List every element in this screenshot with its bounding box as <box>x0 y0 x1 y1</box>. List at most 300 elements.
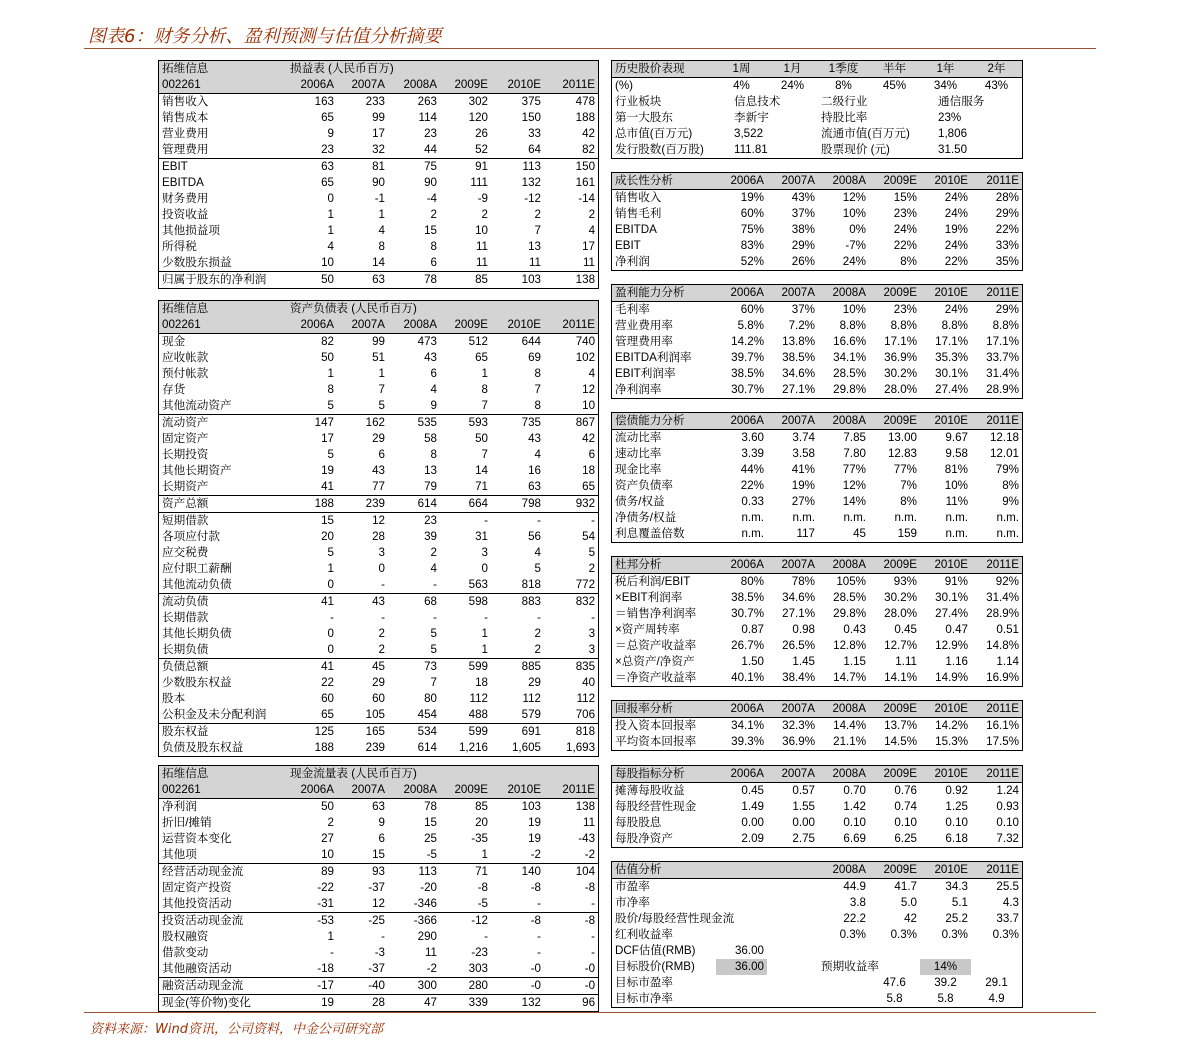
row-label: EBIT利润率 <box>615 367 676 380</box>
year-header: 2006A <box>716 413 767 430</box>
value-cell: 22.2 <box>843 912 866 925</box>
value-cell: 37% <box>791 207 815 220</box>
value-cell: 11 <box>424 946 437 959</box>
value-cell: 28.0% <box>884 383 917 396</box>
value-cell: 3 <box>378 546 385 559</box>
value-cell: 4 <box>430 383 437 396</box>
value-cell: 138 <box>544 272 598 289</box>
value-cell: 45 <box>853 527 866 540</box>
value-cell: 12% <box>842 479 866 492</box>
year-header: 2007A <box>767 285 818 302</box>
value-cell: 0.92 <box>945 784 968 797</box>
value-cell: 3.60 <box>741 431 764 444</box>
value-cell: 26% <box>791 255 815 268</box>
value-cell: 7 <box>534 383 541 396</box>
table-row <box>159 626 598 642</box>
row-label: 少数股东损益 <box>162 256 232 269</box>
row-label: 少数股东权益 <box>162 676 232 689</box>
value-cell: - <box>591 897 596 910</box>
value-cell: n.m. <box>843 511 866 524</box>
value-cell: 132 <box>491 995 544 1012</box>
value-cell: 19 <box>321 464 334 477</box>
row-label: 固定资产 <box>162 432 209 445</box>
table-row <box>612 206 1022 222</box>
row-label: 负债总额 <box>159 659 287 676</box>
value-cell: 81 <box>337 159 388 176</box>
value-cell: 0.51 <box>996 623 1019 636</box>
value-cell: 9.67 <box>945 431 968 444</box>
value-cell: 8 <box>481 383 488 396</box>
value-cell: 0.3% <box>941 928 968 941</box>
returns-table <box>612 701 1022 750</box>
value-cell: 1,605 <box>511 741 541 754</box>
row-label: 净利润 <box>162 800 197 813</box>
empty-cell <box>767 959 818 975</box>
value-cell: 11 <box>528 256 541 269</box>
value-cell: 0 <box>378 562 385 575</box>
stock-code: 002261 <box>159 77 287 94</box>
value-cell: 2 <box>430 546 437 559</box>
value-cell: 17 <box>372 127 385 140</box>
row-label: 现金比率 <box>615 463 662 476</box>
row-label: 固定资产投资 <box>162 881 232 894</box>
year-header: 2010E <box>920 557 971 574</box>
table-row <box>159 447 598 463</box>
table-row <box>159 175 598 191</box>
value-cell: 71 <box>475 480 488 493</box>
company-name: 拓维信息 <box>162 62 209 75</box>
value-cell: 31 <box>475 530 488 543</box>
value-cell: -18 <box>317 962 334 975</box>
value-cell: 80% <box>740 575 764 588</box>
value-cell: 0.3% <box>992 928 1019 941</box>
value-cell: 40.1% <box>731 671 764 684</box>
year-header: 2007A <box>337 317 388 334</box>
value-cell: 263 <box>417 95 437 108</box>
value-cell: 12 <box>372 897 385 910</box>
profitability-box <box>611 284 1023 399</box>
value-cell <box>716 895 767 911</box>
target-pe-row <box>612 975 1022 991</box>
value-cell: 614 <box>388 496 440 513</box>
value-cell: - <box>381 578 385 591</box>
value-cell: n.m. <box>741 527 764 540</box>
table-row <box>612 238 1022 254</box>
value-cell: 24% <box>780 79 805 92</box>
table-row <box>612 222 1022 238</box>
table-row <box>612 142 1022 158</box>
value-cell: 104 <box>544 864 598 881</box>
value-cell: 28.0% <box>884 607 917 620</box>
value-cell: - <box>544 513 598 530</box>
value-cell: 3.39 <box>741 447 764 460</box>
value-cell: 1 <box>327 930 334 943</box>
value-cell: 8 <box>378 240 385 253</box>
value-cell: -25 <box>337 913 388 930</box>
table-row <box>159 642 598 659</box>
value-cell: 11 <box>475 256 488 269</box>
table-row <box>612 382 1022 398</box>
value-cell: 38.5% <box>782 351 815 364</box>
target-price-value: 36.00 <box>716 959 767 975</box>
value-cell: 0.45 <box>741 784 764 797</box>
table-row <box>159 880 598 896</box>
year-header: 2006A <box>287 782 337 799</box>
value-cell: 36.9% <box>782 735 815 748</box>
table-row <box>159 831 598 847</box>
value-cell: 27% <box>791 495 815 508</box>
table-row <box>159 691 598 707</box>
value-cell: 17.5% <box>986 735 1019 748</box>
value-cell: 3 <box>588 627 596 640</box>
value-cell: 563 <box>468 578 488 591</box>
value-cell: -20 <box>420 881 437 894</box>
row-label: 管理费用 <box>162 143 209 156</box>
dupont-box <box>611 556 1023 687</box>
value-cell: 99 <box>372 335 385 348</box>
year-header: 2009E <box>440 782 491 799</box>
value-cell: 31.4% <box>986 591 1019 604</box>
table-row <box>612 446 1022 462</box>
value-cell: 40 <box>582 676 596 689</box>
value-cell: 12 <box>582 383 596 396</box>
expected-return-label: 预期收益率 <box>821 960 879 973</box>
table-row <box>159 945 598 961</box>
value-cell: 488 <box>468 708 488 721</box>
empty-cell <box>920 943 971 959</box>
table-row <box>159 431 598 447</box>
value-cell: 19% <box>944 223 968 236</box>
value-cell: 28 <box>337 995 388 1012</box>
table-row <box>612 799 1022 815</box>
value-cell: 29.8% <box>833 607 866 620</box>
page-title: 图表6：财务分析、盈利预测与估值分析摘要 <box>88 26 442 47</box>
value-cell: 5.8 <box>937 992 954 1005</box>
row-label: 流通市值(百万元) <box>821 127 910 140</box>
year-header: 2007A <box>767 173 818 190</box>
table-row <box>159 94 598 111</box>
table-row <box>159 272 598 289</box>
value-cell: 43% <box>984 79 1009 92</box>
value-cell: 706 <box>575 708 596 721</box>
valuation-box <box>611 861 1023 1008</box>
value-cell: 11 <box>582 256 596 269</box>
value-cell: 15 <box>372 848 385 861</box>
value-cell: 4 <box>588 367 596 380</box>
value-cell: 31.50 <box>938 143 968 156</box>
value-cell: 12.9% <box>935 639 968 652</box>
year-header: 2006A <box>287 77 337 94</box>
value-cell: 27.4% <box>935 383 968 396</box>
table-row <box>612 366 1022 382</box>
row-label: EBIT <box>615 239 641 252</box>
table-row <box>159 398 598 415</box>
value-cell: 13 <box>424 464 437 477</box>
value-cell: 1.14 <box>996 655 1019 668</box>
empty-cell <box>818 975 869 991</box>
value-cell: 28.9% <box>986 607 1019 620</box>
cashflow-table <box>159 766 598 1011</box>
year-header: 2009E <box>869 413 920 430</box>
value-cell: 23 <box>388 513 440 530</box>
value-cell: -1 <box>374 192 385 205</box>
value-cell: 664 <box>440 496 491 513</box>
value-cell: 22% <box>740 479 764 492</box>
value-cell: 43% <box>791 191 815 204</box>
value-cell: 3 <box>481 546 488 559</box>
value-cell: -53 <box>287 913 337 930</box>
table-header-row <box>612 413 1022 430</box>
table-row <box>612 126 1022 142</box>
value-cell: 78 <box>388 272 440 289</box>
year-header: 2008A <box>818 701 869 718</box>
table-row <box>159 659 598 676</box>
value-cell: 5 <box>327 399 334 412</box>
row-label: 长期投资 <box>162 448 209 461</box>
value-cell: 79% <box>995 463 1019 476</box>
value-cell: 44 <box>424 143 437 156</box>
value-cell: 50 <box>321 351 334 364</box>
table-row <box>612 574 1022 591</box>
value-cell: 6 <box>378 832 385 845</box>
table-row <box>159 995 598 1012</box>
value-cell: 93 <box>337 864 388 881</box>
row-label: 流动负债 <box>159 594 287 611</box>
value-cell: 835 <box>544 659 598 676</box>
year-header: 2011E <box>544 782 598 799</box>
value-cell: 李新宇 <box>734 111 769 124</box>
value-cell: 4 <box>430 562 437 575</box>
value-cell: 22% <box>893 239 917 252</box>
value-cell: 5.8 <box>886 992 903 1005</box>
row-label: 其他损益项 <box>162 224 220 237</box>
value-cell: 30.7% <box>731 607 764 620</box>
value-cell: 644 <box>521 335 541 348</box>
value-cell: 80 <box>424 692 437 705</box>
row-label: ＝总资产收益率 <box>615 639 697 652</box>
value-cell: 28% <box>995 191 1019 204</box>
empty-cell <box>971 943 1022 959</box>
value-cell: 5 <box>430 627 437 640</box>
value-cell: 10 <box>582 399 596 412</box>
value-cell: 932 <box>544 496 598 513</box>
table-row <box>612 927 1022 943</box>
table-row <box>159 961 598 978</box>
value-cell: 42 <box>582 127 596 140</box>
row-label: 行业板块 <box>615 95 662 108</box>
table-header-row <box>612 285 1022 302</box>
year-header: 2007A <box>767 701 818 718</box>
value-cell: 54 <box>582 530 596 543</box>
value-cell: 132 <box>521 176 541 189</box>
value-cell: 25.2 <box>945 912 968 925</box>
value-cell <box>767 927 818 943</box>
table-row <box>159 740 598 756</box>
value-cell: 5.8% <box>737 319 764 332</box>
value-cell: 21.1% <box>833 735 866 748</box>
balance-sheet-box <box>158 300 599 757</box>
solvency-table <box>612 413 1022 542</box>
value-cell <box>716 927 767 943</box>
table-row <box>612 494 1022 510</box>
year-header: 2009E <box>869 766 920 783</box>
row-label: 负债及股东权益 <box>162 741 244 754</box>
value-cell: 5 <box>327 546 334 559</box>
value-cell: n.m. <box>792 511 815 524</box>
value-cell: -5 <box>426 848 437 861</box>
row-label: 流动资产 <box>159 415 287 432</box>
value-cell: 93% <box>893 575 917 588</box>
table-row <box>159 415 598 432</box>
table-row <box>159 159 598 176</box>
value-cell: 2 <box>481 208 488 221</box>
value-cell: -7% <box>845 239 866 252</box>
row-label: 速动比率 <box>615 447 662 460</box>
year-header: 2010E <box>920 862 971 879</box>
value-cell: 8% <box>900 495 917 508</box>
table-row <box>159 815 598 831</box>
table-row <box>159 707 598 724</box>
row-label: 预付帐款 <box>162 367 209 380</box>
row-label: 第一大股东 <box>615 111 673 124</box>
value-cell: 17.1% <box>935 335 968 348</box>
table-row <box>159 675 598 691</box>
value-cell: 1 <box>327 224 334 237</box>
value-cell: 60 <box>321 692 334 705</box>
value-cell: 15% <box>893 191 917 204</box>
year-header: 2011E <box>971 862 1022 879</box>
value-cell: 31.4% <box>986 367 1019 380</box>
value-cell: 29 <box>372 676 385 689</box>
value-cell: 63 <box>528 480 541 493</box>
value-cell: 4% <box>733 79 750 92</box>
row-label: 其他流动资产 <box>162 399 232 412</box>
value-cell: 5.0 <box>900 896 917 909</box>
value-cell: 10% <box>842 207 866 220</box>
year-header: 2006A <box>716 701 767 718</box>
value-cell: 7 <box>378 383 385 396</box>
value-cell: 1 <box>378 367 385 380</box>
row-label: 销售收入 <box>615 191 662 204</box>
value-cell: -5 <box>477 897 488 910</box>
value-cell: 19 <box>287 995 337 1012</box>
value-cell: 56 <box>528 530 541 543</box>
table-header-row <box>159 301 598 317</box>
value-cell: 2 <box>588 562 596 575</box>
value-cell: 96 <box>544 995 598 1012</box>
value-cell: 138 <box>575 800 596 813</box>
value-cell: -8 <box>530 881 541 894</box>
year-header: 2010E <box>491 77 544 94</box>
row-label: 营业费用 <box>162 127 209 140</box>
value-cell: 1.16 <box>945 655 968 668</box>
row-label: 市盈率 <box>615 880 650 893</box>
value-cell: 8.8% <box>839 319 866 332</box>
value-cell: 22 <box>321 676 334 689</box>
value-cell: n.m. <box>945 511 968 524</box>
row-label: 平均资本回报率 <box>615 735 697 748</box>
value-cell: 5 <box>327 448 334 461</box>
row-label: 发行股数(百万股) <box>615 143 704 156</box>
value-cell: 8 <box>534 399 541 412</box>
table-row <box>612 638 1022 654</box>
row-label: 毛利率 <box>615 303 650 316</box>
value-cell: -0 <box>544 978 598 995</box>
value-cell: 885 <box>491 659 544 676</box>
value-cell: 740 <box>575 335 596 348</box>
value-cell: 60 <box>372 692 385 705</box>
value-cell: 3.74 <box>792 431 815 444</box>
row-label: 借款变动 <box>162 946 209 959</box>
company-name: 拓维信息 <box>162 767 209 780</box>
value-cell: 24% <box>944 207 968 220</box>
year-header: 2010E <box>920 701 971 718</box>
empty-cell <box>716 975 767 991</box>
row-label: 市净率 <box>615 896 650 909</box>
value-cell: 50 <box>321 800 334 813</box>
table-row <box>612 110 1022 126</box>
value-cell: 0.10 <box>996 816 1019 829</box>
value-cell: 5 <box>588 546 596 559</box>
table-year-row <box>159 317 598 334</box>
value-cell: 10% <box>944 479 968 492</box>
year-header: 2007A <box>767 557 818 574</box>
table-row <box>612 78 1022 95</box>
section-title: 估值分析 <box>612 862 716 879</box>
value-cell: 24% <box>893 223 917 236</box>
value-cell: 28 <box>372 530 385 543</box>
value-cell: 65 <box>321 111 334 124</box>
value-cell: 30.7% <box>731 383 764 396</box>
row-label: 应付职工薪酬 <box>162 562 232 575</box>
value-cell: - <box>537 897 541 910</box>
value-cell: 7.2% <box>788 319 815 332</box>
empty-cell <box>818 991 869 1007</box>
value-cell: 8 <box>430 240 437 253</box>
value-cell: 8 <box>534 367 541 380</box>
value-cell: 473 <box>417 335 437 348</box>
row-label: 其他项 <box>162 848 197 861</box>
value-cell: 867 <box>544 415 598 432</box>
value-cell: 82 <box>582 143 596 156</box>
value-cell: 8 <box>327 383 334 396</box>
section-title: 盈利能力分析 <box>612 285 716 302</box>
value-cell: 1.42 <box>843 800 866 813</box>
value-cell: 85 <box>440 272 491 289</box>
value-cell: 78 <box>424 800 437 813</box>
value-cell: 14.2% <box>935 719 968 732</box>
value-cell: 14.9% <box>935 671 968 684</box>
value-cell: 4 <box>378 224 385 237</box>
value-cell: 117 <box>796 527 815 540</box>
value-cell: 89 <box>287 864 337 881</box>
value-cell: 39.3% <box>731 735 764 748</box>
table-row <box>159 142 598 159</box>
table-row <box>612 783 1022 800</box>
table-row <box>612 190 1022 207</box>
value-cell: 65 <box>475 351 488 364</box>
table-year-row <box>159 77 598 94</box>
row-label: EBITDA利润率 <box>615 351 692 364</box>
value-cell: 6 <box>430 256 437 269</box>
value-cell: -4 <box>426 192 437 205</box>
value-cell: 29% <box>791 239 815 252</box>
value-cell: 8% <box>835 79 852 92</box>
row-label: 融资活动现金流 <box>159 978 287 995</box>
year-header: 2008A <box>388 782 440 799</box>
table-row <box>159 126 598 142</box>
value-cell: - <box>537 611 541 624</box>
